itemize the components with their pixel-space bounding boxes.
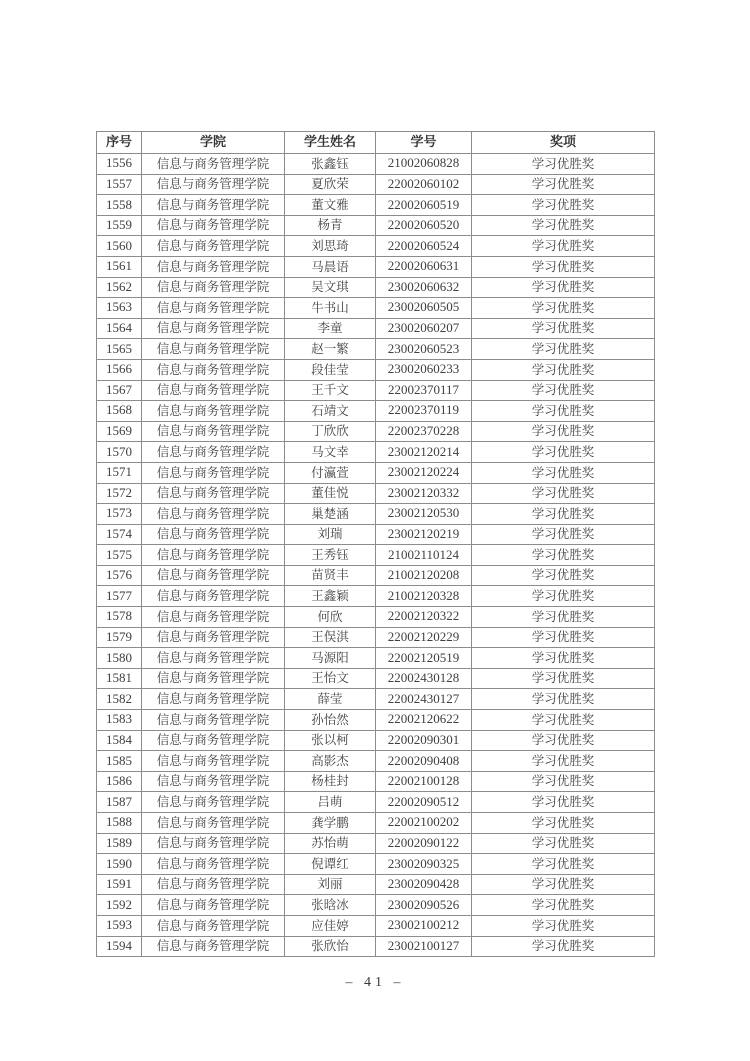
college-cell: 信息与商务管理学院 [142, 710, 285, 731]
college-cell: 信息与商务管理学院 [142, 483, 285, 504]
college-cell: 信息与商务管理学院 [142, 627, 285, 648]
serial-cell: 1590 [97, 854, 142, 875]
college-cell: 信息与商务管理学院 [142, 504, 285, 525]
name-cell: 王秀钰 [285, 545, 376, 566]
award-cell: 学习优胜奖 [472, 154, 655, 175]
student-id-cell: 23002060233 [376, 359, 472, 380]
award-cell: 学习优胜奖 [472, 256, 655, 277]
header-student-name: 学生姓名 [285, 132, 376, 154]
table-row [97, 710, 655, 731]
student-id-cell: 23002090325 [376, 854, 472, 875]
name-cell: 何欣 [285, 607, 376, 628]
name-cell: 马文幸 [285, 442, 376, 463]
serial-cell: 1568 [97, 401, 142, 422]
serial-cell: 1578 [97, 607, 142, 628]
name-cell: 高影杰 [285, 751, 376, 772]
table-row [97, 504, 655, 525]
table-row [97, 236, 655, 257]
student-id-cell: 23002100127 [376, 936, 472, 957]
table-row [97, 462, 655, 483]
award-cell: 学习优胜奖 [472, 174, 655, 195]
college-cell: 信息与商务管理学院 [142, 359, 285, 380]
name-cell: 王俣淇 [285, 627, 376, 648]
student-id-cell: 23002060505 [376, 298, 472, 319]
college-cell: 信息与商务管理学院 [142, 751, 285, 772]
college-cell: 信息与商务管理学院 [142, 401, 285, 422]
name-cell: 苗贤丰 [285, 565, 376, 586]
college-cell: 信息与商务管理学院 [142, 442, 285, 463]
college-cell: 信息与商务管理学院 [142, 195, 285, 216]
student-id-cell: 22002430128 [376, 668, 472, 689]
name-cell: 吴文琪 [285, 277, 376, 298]
student-id-cell: 23002090428 [376, 874, 472, 895]
award-cell: 学习优胜奖 [472, 915, 655, 936]
table-row [97, 524, 655, 545]
award-cell: 学习优胜奖 [472, 895, 655, 916]
serial-cell: 1584 [97, 730, 142, 751]
college-cell: 信息与商务管理学院 [142, 318, 285, 339]
student-id-cell: 22002090512 [376, 792, 472, 813]
name-cell: 刘瑞 [285, 524, 376, 545]
student-id-cell: 22002100128 [376, 771, 472, 792]
award-cell: 学习优胜奖 [472, 833, 655, 854]
table-row [97, 442, 655, 463]
award-cell: 学习优胜奖 [472, 586, 655, 607]
student-id-cell: 23002120219 [376, 524, 472, 545]
serial-cell: 1561 [97, 256, 142, 277]
serial-cell: 1570 [97, 442, 142, 463]
student-id-cell: 22002120229 [376, 627, 472, 648]
table-row [97, 668, 655, 689]
award-cell: 学习优胜奖 [472, 627, 655, 648]
college-cell: 信息与商务管理学院 [142, 648, 285, 669]
name-cell: 应佳婷 [285, 915, 376, 936]
serial-cell: 1558 [97, 195, 142, 216]
table-row [97, 401, 655, 422]
name-cell: 倪谭红 [285, 854, 376, 875]
award-cell: 学习优胜奖 [472, 648, 655, 669]
award-cell: 学习优胜奖 [472, 504, 655, 525]
student-id-cell: 22002370117 [376, 380, 472, 401]
college-cell: 信息与商务管理学院 [142, 936, 285, 957]
award-cell: 学习优胜奖 [472, 565, 655, 586]
page-number: – 41 – [345, 975, 405, 990]
table-row [97, 565, 655, 586]
award-cell: 学习优胜奖 [472, 195, 655, 216]
table-row [97, 339, 655, 360]
table-row [97, 195, 655, 216]
student-id-cell: 21002110124 [376, 545, 472, 566]
award-cell: 学习优胜奖 [472, 524, 655, 545]
table-row [97, 833, 655, 854]
award-cell: 学习优胜奖 [472, 277, 655, 298]
award-cell: 学习优胜奖 [472, 380, 655, 401]
table-row [97, 730, 655, 751]
award-cell: 学习优胜奖 [472, 421, 655, 442]
header-student-id: 学号 [376, 132, 472, 154]
serial-cell: 1560 [97, 236, 142, 257]
name-cell: 龚学鹏 [285, 813, 376, 834]
student-id-cell: 22002060520 [376, 215, 472, 236]
student-id-cell: 21002120328 [376, 586, 472, 607]
college-cell: 信息与商务管理学院 [142, 277, 285, 298]
serial-cell: 1572 [97, 483, 142, 504]
serial-cell: 1580 [97, 648, 142, 669]
student-id-cell: 22002120519 [376, 648, 472, 669]
table-row [97, 215, 655, 236]
award-cell: 学习优胜奖 [472, 442, 655, 463]
serial-cell: 1564 [97, 318, 142, 339]
name-cell: 张欣怡 [285, 936, 376, 957]
award-cell: 学习优胜奖 [472, 215, 655, 236]
name-cell: 付瀛萱 [285, 462, 376, 483]
table-row [97, 586, 655, 607]
serial-cell: 1581 [97, 668, 142, 689]
name-cell: 刘丽 [285, 874, 376, 895]
serial-cell: 1586 [97, 771, 142, 792]
name-cell: 张晗冰 [285, 895, 376, 916]
name-cell: 董佳悦 [285, 483, 376, 504]
serial-cell: 1582 [97, 689, 142, 710]
college-cell: 信息与商务管理学院 [142, 421, 285, 442]
college-cell: 信息与商务管理学院 [142, 668, 285, 689]
college-cell: 信息与商务管理学院 [142, 545, 285, 566]
serial-cell: 1571 [97, 462, 142, 483]
college-cell: 信息与商务管理学院 [142, 874, 285, 895]
table-row [97, 380, 655, 401]
award-cell: 学习优胜奖 [472, 936, 655, 957]
student-id-cell: 22002430127 [376, 689, 472, 710]
college-cell: 信息与商务管理学院 [142, 771, 285, 792]
name-cell: 苏怡萌 [285, 833, 376, 854]
table-row [97, 545, 655, 566]
serial-cell: 1593 [97, 915, 142, 936]
table-row [97, 689, 655, 710]
name-cell: 马晨语 [285, 256, 376, 277]
table-row [97, 915, 655, 936]
college-cell: 信息与商务管理学院 [142, 462, 285, 483]
serial-cell: 1559 [97, 215, 142, 236]
college-cell: 信息与商务管理学院 [142, 813, 285, 834]
serial-cell: 1557 [97, 174, 142, 195]
table-row [97, 854, 655, 875]
student-id-cell: 21002060828 [376, 154, 472, 175]
table-row [97, 751, 655, 772]
table-row [97, 483, 655, 504]
name-cell: 杨桂封 [285, 771, 376, 792]
student-id-cell: 23002060207 [376, 318, 472, 339]
college-cell: 信息与商务管理学院 [142, 565, 285, 586]
name-cell: 李童 [285, 318, 376, 339]
name-cell: 董文雅 [285, 195, 376, 216]
serial-cell: 1585 [97, 751, 142, 772]
name-cell: 巢楚涵 [285, 504, 376, 525]
table-row [97, 648, 655, 669]
name-cell: 丁欣欣 [285, 421, 376, 442]
award-cell: 学习优胜奖 [472, 730, 655, 751]
table-row [97, 277, 655, 298]
award-table-header [97, 132, 655, 154]
award-cell: 学习优胜奖 [472, 483, 655, 504]
table-row [97, 256, 655, 277]
student-id-cell: 23002120224 [376, 462, 472, 483]
college-cell: 信息与商务管理学院 [142, 730, 285, 751]
serial-cell: 1569 [97, 421, 142, 442]
serial-cell: 1583 [97, 710, 142, 731]
serial-cell: 1566 [97, 359, 142, 380]
table-row [97, 895, 655, 916]
table-row [97, 607, 655, 628]
name-cell: 王千文 [285, 380, 376, 401]
name-cell: 段佳莹 [285, 359, 376, 380]
college-cell: 信息与商务管理学院 [142, 174, 285, 195]
serial-cell: 1573 [97, 504, 142, 525]
table-row [97, 813, 655, 834]
student-id-cell: 23002090526 [376, 895, 472, 916]
college-cell: 信息与商务管理学院 [142, 298, 285, 319]
student-id-cell: 22002120622 [376, 710, 472, 731]
award-cell: 学习优胜奖 [472, 854, 655, 875]
name-cell: 张以柯 [285, 730, 376, 751]
table-row [97, 154, 655, 175]
student-id-cell: 23002120214 [376, 442, 472, 463]
table-row [97, 174, 655, 195]
student-id-cell: 22002060524 [376, 236, 472, 257]
college-cell: 信息与商务管理学院 [142, 915, 285, 936]
award-table-body [97, 154, 655, 957]
table-row [97, 874, 655, 895]
student-id-cell: 21002120208 [376, 565, 472, 586]
college-cell: 信息与商务管理学院 [142, 215, 285, 236]
college-cell: 信息与商务管理学院 [142, 895, 285, 916]
college-cell: 信息与商务管理学院 [142, 607, 285, 628]
header-serial: 序号 [97, 132, 142, 154]
award-cell: 学习优胜奖 [472, 462, 655, 483]
name-cell: 吕萌 [285, 792, 376, 813]
header-row [97, 132, 655, 154]
header-award: 奖项 [472, 132, 655, 154]
name-cell: 刘思琦 [285, 236, 376, 257]
college-cell: 信息与商务管理学院 [142, 689, 285, 710]
name-cell: 孙怡然 [285, 710, 376, 731]
name-cell: 杨青 [285, 215, 376, 236]
serial-cell: 1577 [97, 586, 142, 607]
student-id-cell: 22002090408 [376, 751, 472, 772]
serial-cell: 1563 [97, 298, 142, 319]
serial-cell: 1575 [97, 545, 142, 566]
student-id-cell: 22002120322 [376, 607, 472, 628]
student-id-cell: 22002090122 [376, 833, 472, 854]
award-cell: 学习优胜奖 [472, 607, 655, 628]
serial-cell: 1576 [97, 565, 142, 586]
serial-cell: 1591 [97, 874, 142, 895]
serial-cell: 1556 [97, 154, 142, 175]
student-id-cell: 23002100212 [376, 915, 472, 936]
award-table [96, 131, 655, 957]
college-cell: 信息与商务管理学院 [142, 256, 285, 277]
student-id-cell: 22002060631 [376, 256, 472, 277]
table-row [97, 771, 655, 792]
student-id-cell: 22002060102 [376, 174, 472, 195]
serial-cell: 1592 [97, 895, 142, 916]
name-cell: 王怡文 [285, 668, 376, 689]
name-cell: 薛莹 [285, 689, 376, 710]
student-id-cell: 23002060632 [376, 277, 472, 298]
serial-cell: 1588 [97, 813, 142, 834]
award-cell: 学习优胜奖 [472, 236, 655, 257]
college-cell: 信息与商务管理学院 [142, 236, 285, 257]
award-cell: 学习优胜奖 [472, 751, 655, 772]
student-id-cell: 23002120332 [376, 483, 472, 504]
student-id-cell: 22002090301 [376, 730, 472, 751]
name-cell: 石靖文 [285, 401, 376, 422]
award-cell: 学习优胜奖 [472, 710, 655, 731]
award-cell: 学习优胜奖 [472, 298, 655, 319]
college-cell: 信息与商务管理学院 [142, 792, 285, 813]
award-cell: 学习优胜奖 [472, 813, 655, 834]
student-id-cell: 23002120530 [376, 504, 472, 525]
table-row [97, 298, 655, 319]
table-row [97, 936, 655, 957]
student-id-cell: 22002370228 [376, 421, 472, 442]
serial-cell: 1587 [97, 792, 142, 813]
student-id-cell: 22002060519 [376, 195, 472, 216]
table-row [97, 359, 655, 380]
college-cell: 信息与商务管理学院 [142, 154, 285, 175]
award-cell: 学习优胜奖 [472, 401, 655, 422]
award-cell: 学习优胜奖 [472, 668, 655, 689]
award-cell: 学习优胜奖 [472, 792, 655, 813]
table-row [97, 318, 655, 339]
student-id-cell: 22002100202 [376, 813, 472, 834]
serial-cell: 1589 [97, 833, 142, 854]
college-cell: 信息与商务管理学院 [142, 524, 285, 545]
serial-cell: 1594 [97, 936, 142, 957]
serial-cell: 1574 [97, 524, 142, 545]
name-cell: 夏欣荣 [285, 174, 376, 195]
serial-cell: 1579 [97, 627, 142, 648]
name-cell: 牛书山 [285, 298, 376, 319]
college-cell: 信息与商务管理学院 [142, 833, 285, 854]
serial-cell: 1565 [97, 339, 142, 360]
student-id-cell: 23002060523 [376, 339, 472, 360]
award-cell: 学习优胜奖 [472, 689, 655, 710]
header-college: 学院 [142, 132, 285, 154]
award-cell: 学习优胜奖 [472, 359, 655, 380]
award-cell: 学习优胜奖 [472, 771, 655, 792]
college-cell: 信息与商务管理学院 [142, 854, 285, 875]
name-cell: 王鑫颖 [285, 586, 376, 607]
name-cell: 马源阳 [285, 648, 376, 669]
award-cell: 学习优胜奖 [472, 545, 655, 566]
college-cell: 信息与商务管理学院 [142, 380, 285, 401]
table-row [97, 421, 655, 442]
name-cell: 张鑫钰 [285, 154, 376, 175]
award-cell: 学习优胜奖 [472, 339, 655, 360]
college-cell: 信息与商务管理学院 [142, 586, 285, 607]
student-id-cell: 22002370119 [376, 401, 472, 422]
college-cell: 信息与商务管理学院 [142, 339, 285, 360]
serial-cell: 1562 [97, 277, 142, 298]
serial-cell: 1567 [97, 380, 142, 401]
award-cell: 学习优胜奖 [472, 874, 655, 895]
table-row [97, 627, 655, 648]
table-row [97, 792, 655, 813]
award-cell: 学习优胜奖 [472, 318, 655, 339]
name-cell: 赵一繁 [285, 339, 376, 360]
